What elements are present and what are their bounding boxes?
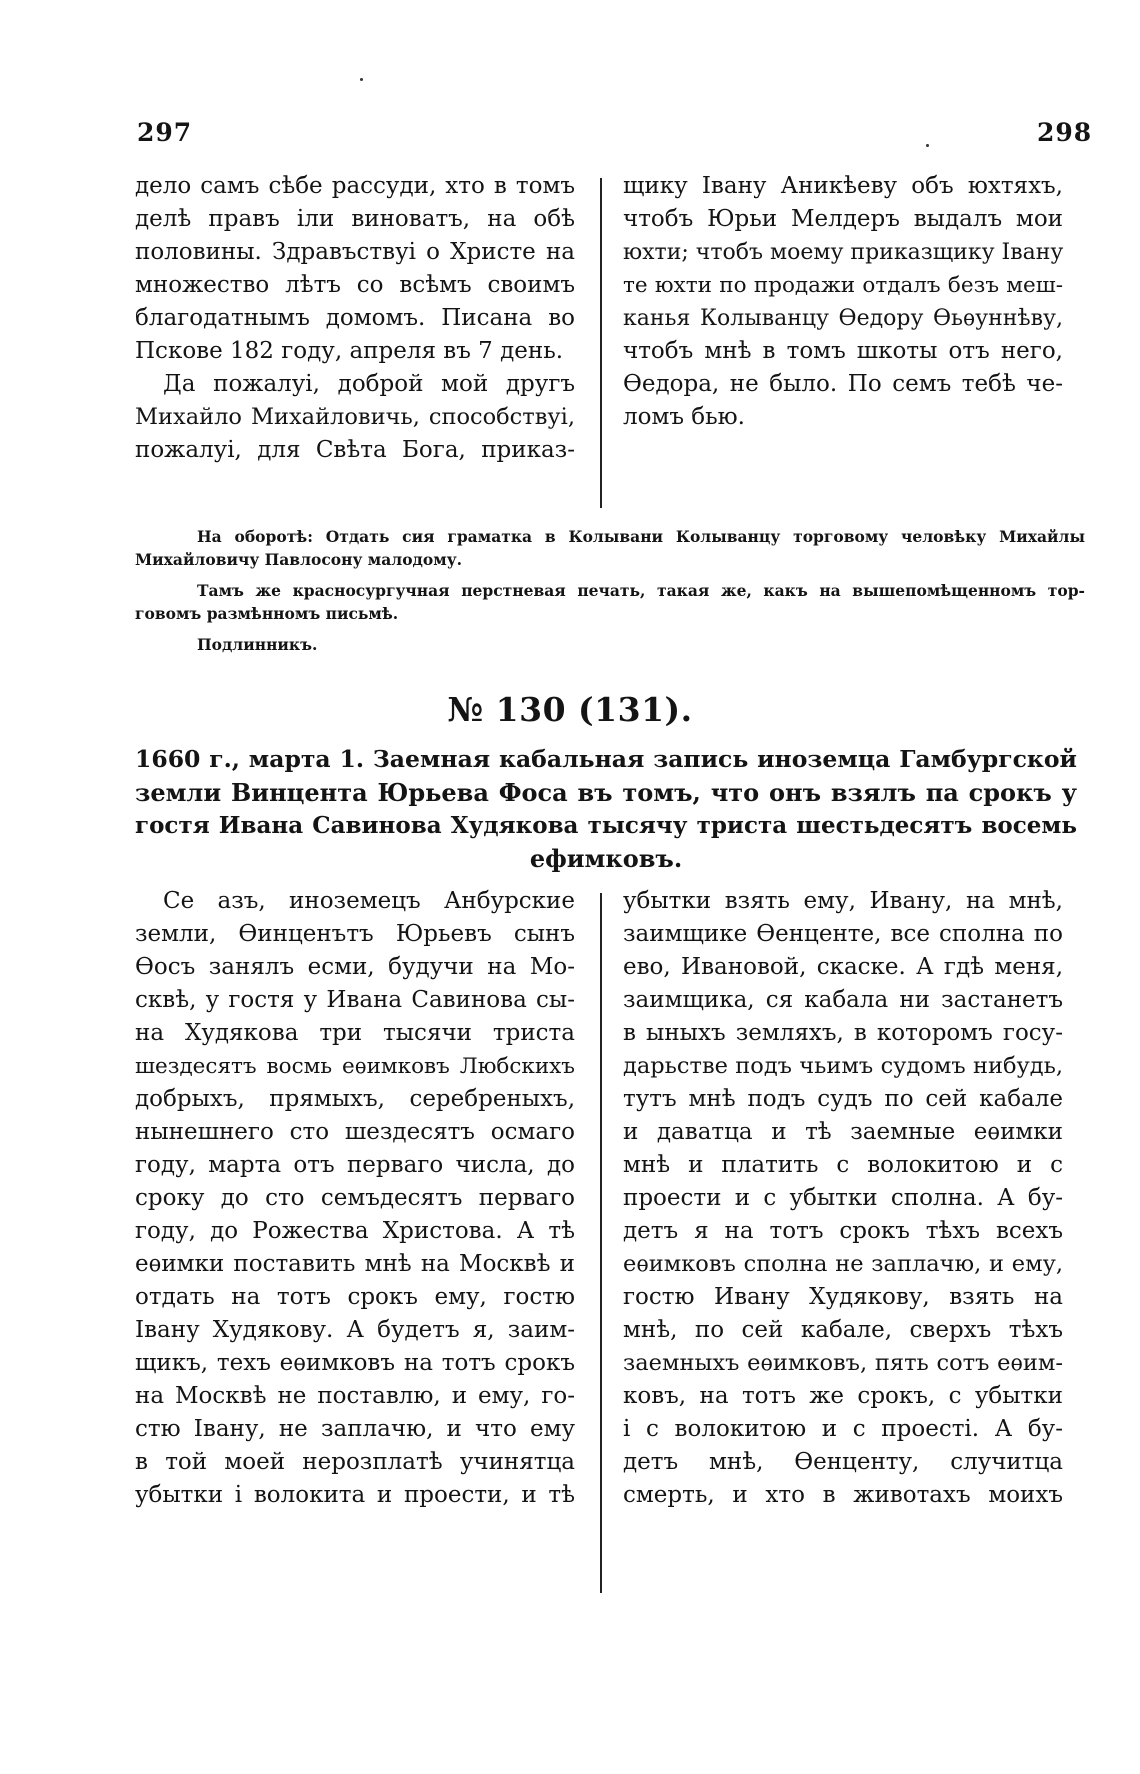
text-line: Да пожалуі, доброй мой другъ	[163, 371, 575, 397]
bottom-left-column	[135, 885, 575, 1512]
archival-notes	[135, 525, 1085, 656]
document-number: № 130 (131).	[447, 690, 693, 729]
text-line: на Москвѣ не поставлю, и ему, го-	[135, 1383, 575, 1409]
text-line: детъ я на тотъ срокъ тѣхъ всехъ	[623, 1218, 1063, 1244]
text-line: Ѳедора, не было. По семъ тебѣ че-	[623, 371, 1063, 397]
text-line: мнѣ и платить с волокитою и с	[623, 1152, 1063, 1178]
text-line: благодатнымъ домомъ. Писана во	[135, 305, 575, 331]
text-line: гостю Ивану Худякову, взять на	[623, 1284, 1063, 1310]
text-line: сквѣ, у гостя у Ивана Савинова сы-	[135, 987, 575, 1013]
text-line: году, до Рожества Христова. А тѣ	[135, 1218, 575, 1244]
text-line: Івану Худякову. А будетъ я, заим-	[135, 1317, 575, 1343]
text-line: Михайло Михайловичь, способствуі,	[135, 404, 575, 430]
text-line: Се азъ, иноземецъ Анбурские	[163, 888, 575, 914]
text-line: множество лѣтъ со всѣмъ своимъ	[135, 272, 575, 298]
text-line: юхти; чтобъ моему приказщику Івану	[623, 240, 1064, 265]
print-speck	[926, 144, 929, 147]
seal-note: Тамъ же красносургучная перстневая печать, такая же, какъ на вышепомѣщенномъ тор-	[197, 581, 1085, 600]
text-line: тутъ мнѣ подъ судъ по сей кабале	[623, 1086, 1063, 1112]
text-line: заимщике Ѳенценте, все сполна по	[623, 921, 1063, 947]
document-heading	[135, 743, 1077, 875]
text-line: еѳимки поставить мнѣ на Москвѣ и	[135, 1251, 575, 1277]
heading-line: ефимковъ.	[529, 844, 683, 873]
top-left-column	[135, 170, 575, 467]
text-line: пожалуі, для Свѣта Бога, приказ-	[135, 437, 575, 463]
text-line: еѳимковъ сполна не заплачю, и ему,	[623, 1251, 1063, 1277]
text-line: дарьстве подъ чьимъ судомъ нибудь,	[623, 1053, 1063, 1079]
text-line: детъ мнѣ, Ѳенценту, случитца	[623, 1449, 1063, 1475]
text-line: добрыхъ, прямыхъ, серебреныхъ,	[135, 1086, 575, 1112]
text-line: в ыныхъ земляхъ, в которомъ госу-	[623, 1020, 1063, 1046]
text-line: на Худякова три тысячи триста	[135, 1020, 575, 1046]
column-divider	[600, 893, 602, 1593]
page-number-right: 298	[1037, 118, 1093, 147]
text-line: сроку до сто семъдесятъ перваго	[135, 1185, 575, 1211]
text-line: щику Івану Аникѣеву объ юхтяхъ,	[623, 173, 1063, 199]
text-line: дело самъ сѣбе рассуди, хто в томъ	[135, 173, 575, 199]
text-line: проести и с убытки сполна. А бу-	[623, 1185, 1063, 1211]
text-line: мнѣ, по сей кабале, сверхъ тѣхъ	[623, 1317, 1063, 1343]
text-line: заемныхъ еѳимковъ, пять сотъ еѳим-	[623, 1350, 1063, 1376]
heading-line: 1660 г., марта 1. Заемная кабальная запись иноземца Гамбургской	[135, 745, 1077, 773]
original-note: Подлинникъ.	[197, 635, 318, 654]
text-line: і с волокитою и с проесті. А бу-	[623, 1416, 1063, 1442]
reverse-note: На оборотѣ: Отдать сия граматка в Колывани Колыванцу торговому человѣку Михайлы	[197, 527, 1085, 546]
text-line: отдать на тотъ срокъ ему, гостю	[135, 1284, 575, 1310]
text-line: нынешнего сто шездесятъ осмаго	[135, 1119, 575, 1145]
text-line: убытки взять ему, Ивану, на мнѣ,	[623, 888, 1063, 914]
text-line: те юхти по продажи отдалъ безъ меш-	[623, 273, 1063, 298]
text-line: чтобъ мнѣ в томъ шкоты отъ него,	[623, 338, 1063, 364]
text-line: убытки і волокита и проести, и тѣ	[135, 1482, 575, 1508]
text-line: щикъ, техъ еѳимковъ на тотъ срокъ	[135, 1350, 575, 1376]
text-line: шездесятъ восмь еѳимковъ Любскихъ	[135, 1054, 575, 1079]
text-line: ломъ бью.	[623, 404, 745, 430]
heading-line: земли Винцента Юрьева Фоса въ томъ, что онъ взялъ па срокъ у	[135, 778, 1077, 807]
top-right-column	[623, 170, 1063, 434]
text-line: году, марта отъ перваго числа, до	[135, 1152, 575, 1178]
text-line: Ѳосъ занялъ есми, будучи на Мо-	[135, 954, 575, 980]
print-speck	[360, 78, 363, 81]
text-line: чтобъ Юрьи Мелдеръ выдалъ мои	[623, 206, 1063, 232]
text-line: ево, Ивановой, скаске. А гдѣ меня,	[623, 954, 1063, 980]
heading-line: гостя Ивана Савинова Худякова тысячу триста шестьдесятъ восемь	[135, 812, 1077, 839]
text-line: ковъ, на тотъ же срокъ, с убытки	[623, 1383, 1063, 1409]
seal-note: говомъ размѣнномъ письмѣ.	[135, 604, 399, 623]
bottom-right-column	[623, 885, 1063, 1512]
text-line: делѣ правъ іли виноватъ, на обѣ	[135, 206, 575, 232]
column-divider	[600, 178, 602, 508]
text-line: Пскове 182 году, апреля въ 7 день.	[135, 338, 564, 364]
page-number-left: 297	[137, 118, 193, 147]
reverse-note: Михайловичу Павлосону малодому.	[135, 550, 463, 569]
text-line: в той моей нерозплатѣ учинятца	[135, 1449, 575, 1475]
text-line: земли, Ѳинценътъ Юрьевъ сынъ	[135, 921, 575, 947]
text-line: смерть, и хто в животахъ моихъ	[623, 1482, 1063, 1508]
text-line: заимщика, ся кабала ни застанетъ	[623, 987, 1063, 1013]
text-line: стю Івану, не заплачю, и что ему	[135, 1416, 575, 1442]
text-line: и даватца и тѣ заемные еѳимки	[623, 1119, 1063, 1145]
text-line: половины. Здравъствуі о Христе на	[135, 239, 575, 265]
text-line: канья Колыванцу Ѳедору Ѳьѳуннѣву,	[623, 306, 1063, 331]
